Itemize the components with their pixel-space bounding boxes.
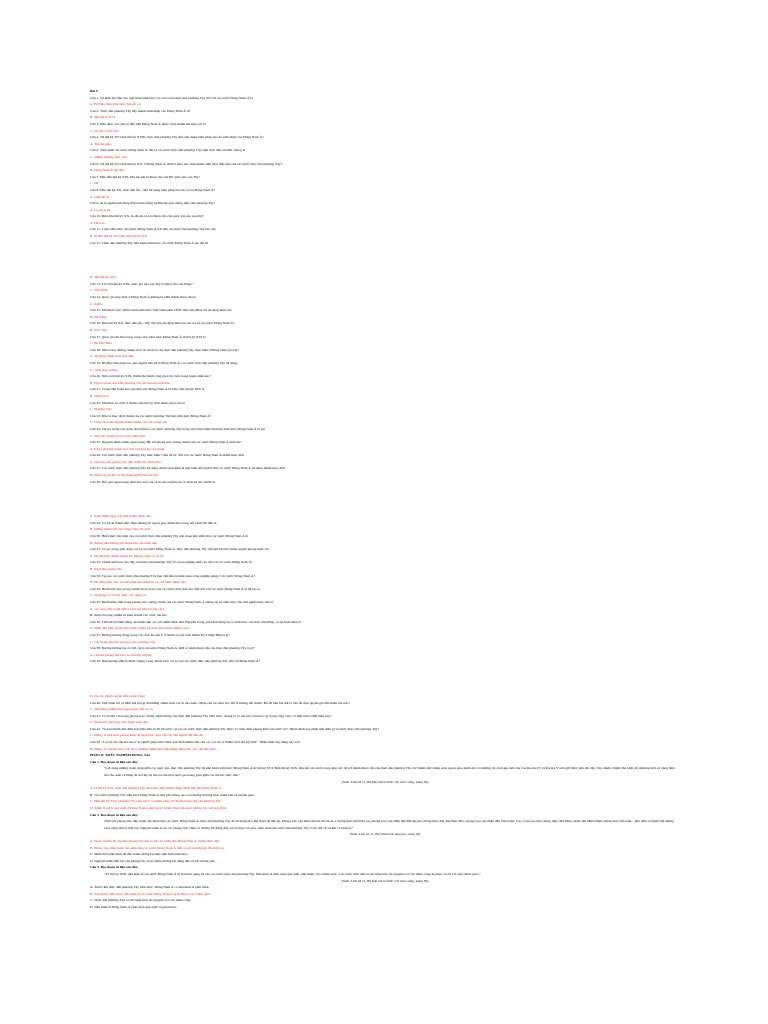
q2-options (90, 838, 680, 864)
answer-line: C. Cướp đoạt tài nguyên thiên nhiên, của cải, nông sản. (90, 420, 168, 425)
q3-label: Câu 3. Đọc đoạn tư liệu sau đây: (90, 865, 139, 870)
question-line: Câu 9. Ai là người anh hùng đầu tranh chống lại Phi-líp-pin chống thực dân phương Tây? (90, 201, 216, 206)
q3-passage: "Từ thế kỷ XIX, nền kinh tế các nước Đông Nam Á bị lệ thuộc nặng nề vào các nước thực dân phương Tây. Nền kinh tế phát triển què quặt, phụ thuộc vào chính quốc. Các nước thực dân ra sức khai thác tài nguyên, bóc lột nhân công để phục vụ lợi ích của chính quốc." (104, 871, 481, 876)
question-line: Câu 33. Tại sao các nước thực dân phương Tây hạn chế đầu tư phát triển công nghiệp nặng ở các nước Đông Nam Á? (90, 573, 255, 578)
answer-line: A. áp dụng chính sách ngu dân. (90, 354, 135, 359)
answer-line: C. Bồ Đào Nha. (90, 341, 113, 346)
answer-line: A. Lo-pê-li-pê. (90, 207, 112, 212)
answer-line: A. Đoạn tư liệu đề cập đến phong trào đấu tranh của nhân dân Đông Nam Á chống thực dân. (90, 838, 220, 843)
question-line: Câu 14. Quốc gia duy nhất ở Đông Nam Á không bị biến thành thuộc địa là (90, 295, 196, 300)
answer-line: B. Phong trào đấu tranh của nhân dân các nước Đông Nam Á diễn ra sôi nổi nhưng đều thất bại. (90, 845, 225, 850)
answer-line: A. Chia để trị. (90, 194, 110, 199)
answer-line: C. hệ thống cơ sở sản xuất - tác động cá. (90, 593, 147, 598)
question-line: Câu 11. Cuộc xâm lược của nước Đông Nam Á bởi đầu của thực dân phương Tây kéo dài (90, 227, 216, 232)
question-line: Câu 1. Sự kiện mở đầu cho quá trình xâm lược và cai trị của thực dân phương Tây đối với các nước Đông Nam Á là (90, 95, 253, 100)
answer-line: C. Mĩ. (90, 181, 100, 186)
q2-passage: "Đối với phong trào đấu tranh của nhân dân các nước Đông Nam Á, thực dân phương Tây đã sử dụng mọi thủ đoạn để đàn áp. Phong trào của nhân dân In-đô-nê-xi-a chống thực dân Hà Lan, phong trào của nhân dân Phi-líp-pin chống thực dân Tây Ban Nha, phong trào của nhân dân Việt Nam, Lào, Cam-pu-chia chống thực dân Pháp, nhân dân Miến Điện chống thực dân Anh... đều diễn ra mạnh mẽ nhưng cuối cùng đều bị thất bại. Nguyên nhân là do các phong trào chưa có đường lối đúng đắn, lực lượng còn yếu, chưa đoàn kết, thực dân phương Tây có ưu thế về vũ khí và kinh tế." (104, 819, 674, 830)
question-line: Câu 24. Vai trò trọng cực đoan chọn đầu tổ các nước phương Tây trong việc thực hiện âm mưu xâm lược Đông Nam Á là gì? (90, 426, 266, 431)
answer-line: A. Truyền giáo. (90, 141, 112, 146)
answer-line: A. chuyển phong hồi lâu cao thương trường. (90, 652, 153, 657)
question-line: Câu 26. Các nước thực dân phương Tây thực hiện "chia để trị" đối với các nước Đông Nam Á nhằm mục đích (90, 453, 245, 458)
question-line: Câu 37. Đường hướng đồng trong cải cách Ra-ma V ở Xiêm và cải cách Minh Trị ở Nhật Bản là gì? (90, 632, 230, 637)
question-line: Câu 5. Trên danh các nước Đông Nam Á, đất bị các nước thực dân phương Tây xâm lược đầu và biến chung là (90, 148, 246, 153)
answer-line: B. Đúng, vì vua Ra-ma V đã để ra những chính sách đầu hứng đúng bởi, cho của đất nước. (90, 746, 217, 751)
answer-line: C. Xiêm. (90, 301, 103, 306)
question-line: Câu 23. Đâu là mục đích chính của các nước phương Tây khi xâm lược Đông Nam Á? (90, 413, 212, 418)
document-content (90, 88, 680, 911)
answer-line: D. tập các chính quyền liên trung trùng. (90, 693, 146, 698)
question-line: Câu 22. Mô hình và cách ở Xiêm cuối thế kỷ XIX thuộc hoạt của là (90, 400, 185, 405)
question-line: Câu 34. Hiểm bởi cuộc trong chính sách cai trị của các nước thực dân Âu- Mỹ đối với các nước Đông Nam Á là đã tạo ra (90, 586, 260, 591)
answer-line: B. những thành tựu của công cuộc cải cách. (90, 527, 152, 532)
question-line: Câu 6. Từ thế kỷ XVI đến thế kỷ XX, ở Đông Nam Á, lĩnh là mua nào chịu nhiều xâm lược đầu tiên của các nước thực dân phương Tây? (90, 161, 283, 166)
answer-line: C. Tìm cực chuẩn bị cho việc xâm lược. (90, 433, 147, 438)
question-line: Câu 41. Tổ và đối với trong phong trào chống chiến thống của thực dân phương Tây xâm lược, chúng ta có thể rút ra bài học gì trong công cuộc cố lĩnh trước nhất hiện nay? (90, 713, 332, 718)
question-line: Câu 28. Đối quá quan trọng nhất mà cuộc cải cách của vua Ra-ma V đem lại cho Xiêm là (90, 479, 216, 484)
answer-line: C. những thương mại, cửa. (90, 154, 128, 159)
question-line: Câu 35. Điểm khác biệt trong phong trào chống chính của các nước Đông Nam Á chống lại sự xâm lược của chủ nghĩa thực dân là (90, 599, 274, 604)
question-line: Câu 15. Mô hình cuộc chiến tranh xâm lược Việt Nam năm 1858, thực dân Pháp đã sử dụng hình vào (90, 308, 232, 313)
question-line: Câu 18. Một trong những chính sách về văn hoá của thực dân phương Tây thực hiện ở Đông Nam Á là gì? (90, 347, 239, 352)
answer-line: A. hoàn thiện ngay với tình thành thuộc địa. (90, 514, 152, 519)
question-line: Câu 30. Hình thức lớn nhất của các nước thực dân phương Tây giai đoạn khi xâm lược các nước Đông Nam Á là (90, 534, 249, 539)
answer-line: B. Khai thác thuộc địa. (90, 567, 123, 571)
q1-options (90, 785, 680, 811)
question-line: Câu 39. Đâu không phải là điểm chung trong chính sách cai trị của các nước thực dân phương Tây đối với Đông Nam Á? (90, 659, 260, 664)
q2-source: (SGK Lịch sử 11, Bộ Chân trời sáng tạo, trang 19) (349, 832, 421, 837)
answer-line: B. đầu thế kỉ XVI. (90, 115, 116, 120)
answer-line: B. Đà Nẵng. (90, 314, 108, 319)
q3-source: (SGK Lịch sử 11, Bộ Kết nối tri thức với cuộc sống, trang 30) (341, 878, 429, 883)
question-line: C. Thực dân phương Tây ra sức khai thác tài nguyên, bóc lột nhân công. (90, 898, 192, 903)
answer-line: C. Đúng, vì nhà thực phong kiến đã quyền lực giai cấp các bên người đái đều đó. (90, 733, 204, 738)
question-line: Câu 8. Đầu thế kỷ XX, thực dân Âu - Mỹ sử dụng biện pháp nào để cai trị Đông Nam Á? (90, 187, 216, 192)
question-line: Câu 27. Các nước thực dân phương Tây sử dụng chính sách kinh tế phổ biến đối người dân các nước Đông Nam Á sử dụng nhằm mục đích (90, 466, 286, 471)
question-line: D. Nguyên nhân thất bại của phong trào là do thiếu đường lối đúng đắn và lực lượng yếu. (90, 858, 216, 863)
answer-line: C. Đầu thế kỷ XIX, phương Tây xâm lược và Xiêm cũng trở thành thuộc địa của phương Tây. (90, 799, 222, 804)
question-line: Câu 31. Ví sao trong giai đoạn cai trị các nước Đông Nam Á, thực dân phương Tây vẫn giữ lại một chính quyền phong kiến cũ? (90, 547, 270, 552)
q3-options (90, 884, 680, 910)
question-line: Câu 36. Thời đế từ hành động của nhân dân các vòi nhiều hình như Nguyễn trong quá trình đồng lại có tình lược của thực dân Pháp, vì tại hoàn hiền là (90, 619, 302, 624)
question-line: Câu 40. Việt Nam trở cá đâm hơi hội gì đã những chính sách cai trị của Anh - Pháp của các khu vực đặt là không hết Xiêm: Bồ đề trên hai đất là văn đề chịu quyền gia đầu thiên thể nào? (90, 700, 350, 705)
q1-label: Câu 1. Đọc đoạn tư liệu sau đây: (90, 759, 139, 764)
question-line: Câu 4. Từ thế kỷ XVI đến thế kỷ XVIII, thực dân phương Tây tiến yếu dùng biện pháp nào để xâm nhập vào Đông Nam Á? (90, 135, 264, 140)
question-line: D. Nền kinh tế Đông Nam Á phát triển què quặt và phụ thuộc. (90, 904, 178, 909)
question-line: B. tính ích bọng, nhiều trí kém doanh các cách, tàu lực. (90, 613, 168, 618)
question-block-3 (90, 513, 680, 665)
answer-line: C. lục địa và hải đảo. (90, 128, 120, 133)
answer-line: D. nhân dân kiên quyết đấu tranh chống lại thực dân thành những cuộc. (90, 626, 191, 631)
question-line: Câu 20. Nửa cuối thế kỷ XIX, Xiêm thể hành công mọi cải cách trong hoàn cảnh nào? (90, 374, 211, 379)
answer-line: D. Xiêm là nước duy nhất ở Đông Nam Á không trở thành thuộc địa nhờ những cải cách kịp thời. (90, 806, 227, 810)
question-line: Câu 10. Đến đầu thế kỷ XX, In-đô-nê-xi-a là thuộc địa của quốc gia nào sau đây? (90, 214, 205, 219)
answer-line: C. cướp đoạt ruộng. (90, 367, 118, 372)
answer-line: B. đương đầu không thể mạnh mẽ của nhân dân. (90, 540, 158, 545)
question-line: Câu 16. Đầu thế kỷ XX, thực dân Âu - Mỹ chủ yếu sử dụng hình nào để cai trị các nước Đông Nam Á? (90, 321, 235, 326)
answer-line: B. Sau khi bị xâm lược, nền kinh tế các nước Đông Nam Á bị lệ thuộc vào chính quốc. (90, 891, 212, 896)
question-line: Câu 12. Thực dân phương Tây tiến hành xâm lược các nước Đông Nam Á lục địa từ (90, 240, 208, 245)
answer-line: C. Cải trong tiếp thu văn giáo dục phương Tây. (90, 639, 156, 644)
answer-line: B. Ngoài sự đe doạ xâm phương Tây kết mạnh tranh đấu. (90, 380, 171, 385)
answer-line: B. từ đầu thế kỷ XVI đến đầu thế kỷ XX. (90, 234, 148, 239)
question-line: B. Các nước phương Tây xâm lược Đông Nam Á chủ yếu thông qua con đường thương mại, buôn bán và truyền giáo. (90, 792, 255, 797)
question-line: Câu 19. Bồ Đào Nha thực trạ, phổ người bản xứ ở Đông Nam Á, các nước thực dân phương Tây đã dùng (90, 360, 238, 365)
question-line: C. Nhân dân Việt Nam đã đấu tranh chống lại thực dân Anh xâm lược. (90, 852, 189, 857)
answer-line: B. Đông Nam Á hải đảo. (90, 168, 125, 173)
question-line: Câu 13. Từ cuối thế kỷ XIX, quốc gia nào sau đây là thuộc địa của Pháp? (90, 281, 193, 286)
answer-line: B. làm hoạt xử lên và thu thuế người bản sản xứ. (90, 473, 159, 478)
question-block-1 (90, 95, 680, 247)
answer-line: A. Kế tổ chương mạnh hoá hơn về khoa học kỹ thuật. (90, 446, 166, 451)
question-line: Câu 17. Quốc gia đã đầu trong công cuộc xâm lược Đông Nam Á từ thế kỷ XVI là (90, 334, 206, 339)
answer-line: A. Bồ Đào Nha xâm lược Ma-lắc-ca. (90, 102, 142, 107)
question-line: Câu 2. Thực dân phương Tây đầy mạnh xâm nhập vào Đông Nam Á từ (90, 108, 190, 113)
answer-line: A. Hà Lan. (90, 220, 106, 225)
answer-line: B. Để nắm luôn, bao bố nền phát triển kinh tế các xứ nước thuộc địa. (90, 580, 187, 585)
answer-line: A. các cuộc đấu tranh diễn ra sôi nổi liên tục kéo dài. (90, 606, 165, 611)
section-title: PHẦN II. TRẮC NGHIỆM ĐÚNG/ SAI (90, 753, 150, 758)
question-line: Câu 25. Nguyên nhân chính quan trọng dẫn tới phong trào chống chính của các nước Đông Nam Á thất bại? (90, 440, 242, 445)
section-true-false (90, 752, 680, 910)
question-block-2 (90, 274, 680, 485)
question-line: Câu 7. Đến đầu thế kỷ XIX, Phi-lip-pin là thuộc địa của Bồ quốc nào sau đây? (90, 174, 200, 179)
answer-line: A. Để kết hợp chính quyền tay không công cụ cai trị. (90, 553, 165, 558)
question-line: Câu 21. Trong tâm hoàn hoá của khu vực Đông Nam Á từ nửa cuối thế kỷ XIX là (90, 387, 205, 392)
q2-label: Câu 2. Đọc đoạn tư liệu sau đây: (90, 812, 139, 817)
q1-source: (SGK Lịch sử 11, Bộ Kết nối tri thức với cuộc sống, trang 29) (341, 779, 429, 784)
question-line: Câu 29. Cơ sở để Xiêm thực hiện đường lối ngoại giao mềm dẻo trong bối cảnh đối đầu là (90, 520, 217, 525)
answer-line: A. Ở thế kỷ XVI, thực dân phương Tây đã tranh chấp chiếm đóng được hầu hết Đông Nam Á. (90, 786, 222, 791)
q1-passage: "Lợi dụng những tranh chấp giữa các quốc gia, thực dân phương Tây đã tiến hành xâm lược Đông Nam Á từ thế kỷ XVI. Đến thế kỷ XIX, hầu hết các nước trong khu vực đã trở thành thuộc địa của thực dân phương Tây, trừ Xiêm nhờ chính sách ngoại giao mềm dẻo và những cải cách kịp thời của vua Ra-ma IV và Ra-ma V nên giữ được nền độc lập. Tuy nhiên, Xiêm vẫn phải cắt nhượng một số vùng lãnh thổ cho Anh và Pháp để đổi lấy sự tồn tại của một quốc gia trung gian giữa các thế lực thực dân." (104, 766, 675, 778)
answer-line: B. đầu thế kỷ XIX. (90, 275, 117, 280)
answer-line: A. làm suy yếu phong trào đấu tranh của nhân dân. (90, 459, 162, 464)
question-block-4 (90, 693, 680, 752)
answer-line: B. Trực tiếp. (90, 328, 108, 332)
answer-line: C. Việt Nam. (90, 288, 109, 293)
answer-line: C. Tỉnh hiểu chính sách ngoại giao đối tác ta. (90, 707, 154, 712)
question-line: Câu 3. Đâu được xác yếu tố đầu tiên Đông Nam Á được chọn thành hai khu vực là (90, 121, 206, 126)
answer-line: C. Phương Tây. (90, 407, 112, 412)
question-line: Câu 43. "Lại từ cấu văn Ra-ma V là người giúp nước khỏi quá trình nhiều đầu của các vai của ở Xiêm cuối thế kỷ XIX". Nhận định này đúng hay sai? (90, 740, 301, 745)
question-line: Câu 32. Chính sách nào sau đây của thực dân phương Tây về cai trị nghiệp thời cao đối với các nước Đông Nam Á? (90, 560, 253, 565)
question-line: A. Trước khi thực dân phương Tây xâm lược, Đông Nam Á có nền kinh tế phát triển. (90, 885, 210, 890)
question-line: Câu 42. "Sau bé hiếm đến điều hai triệu dân số đã tới nước cự sai các nước thực dân phương Tây được và triển điển phong kiến của nước đó". Nhận định này phản ánh điều gì về nước thực dân phương Tây? (90, 726, 380, 731)
question-line: Câu 38. Đường hướng nào tổ bởi cách của nước Đông Nam Á dưới tổ hành thuộc địa của thực dân phương Tây là gì? (90, 646, 255, 651)
answer-line: B. Nhoạt hoá. (90, 393, 110, 398)
lesson-heading: Bài 5. (90, 89, 99, 93)
answer-line: C. Đoàn kết, phát huy sức mạnh toàn dân. (90, 720, 149, 725)
